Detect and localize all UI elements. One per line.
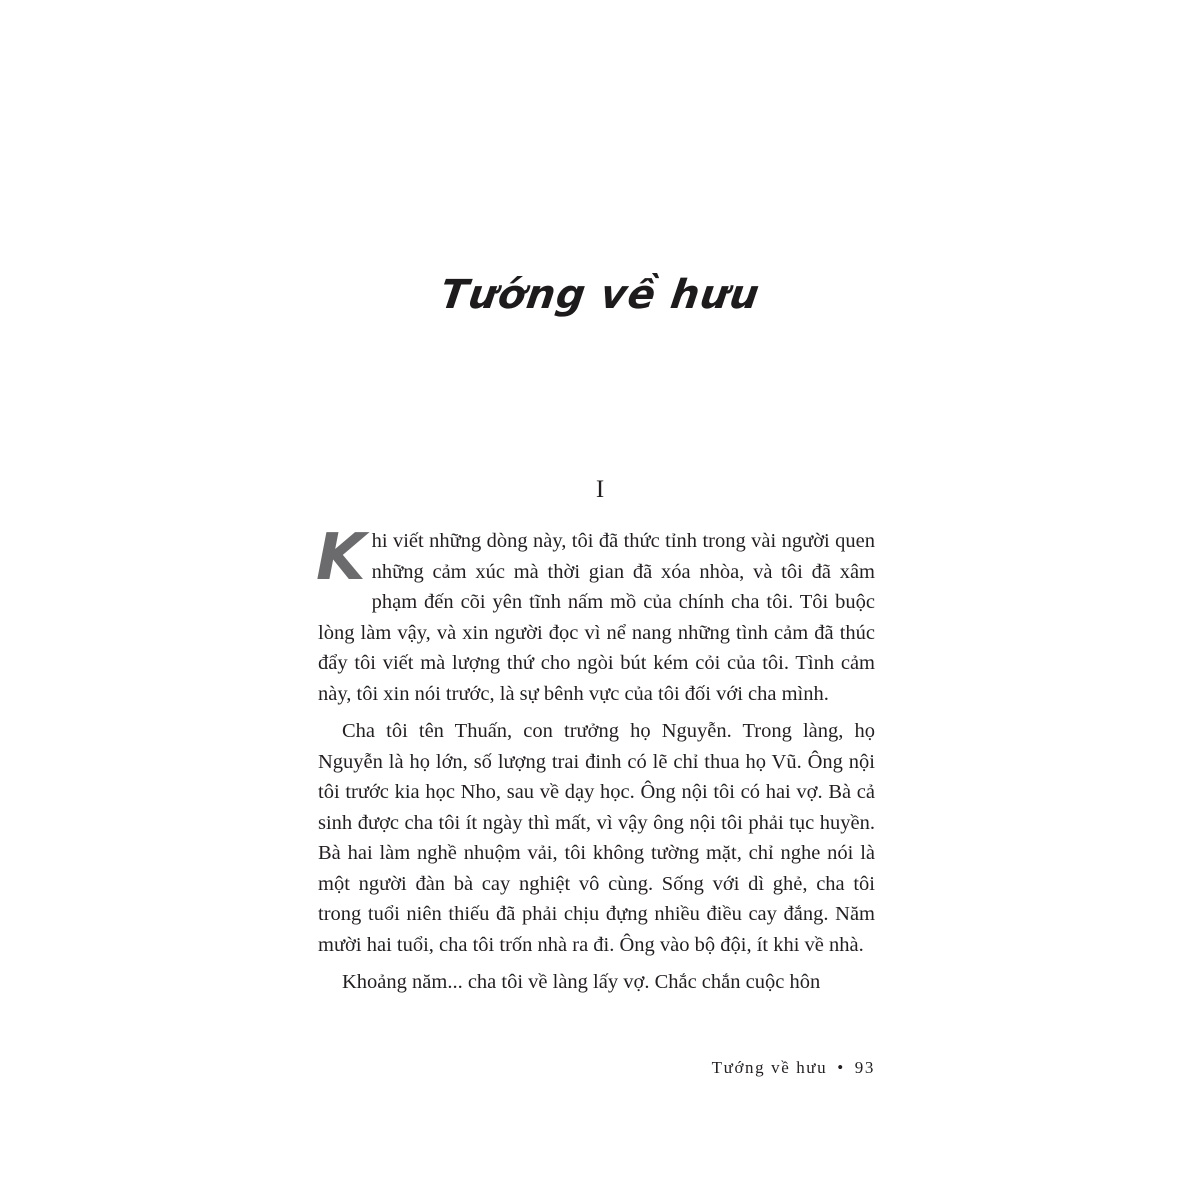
drop-cap: K — [316, 521, 366, 595]
paragraph-2: Cha tôi tên Thuấn, con trưởng họ Nguyễn. Trong làng, họ Nguyễn là họ lớn, số lượng trai đinh có lẽ chỉ thua họ Vũ. Ông nội tôi trước kia học Nho, sau về dạy học. Ông nội tôi có hai vợ. Bà cả sinh được cha tôi ít ngày thì mất, vì vậy ông nội tôi phải tục huyền. Bà hai làm nghề nhuộm vải, tôi không tường mặt, chỉ nghe nói là một người đàn bà cay nghiệt vô cùng. Sống với dì ghẻ, cha tôi trong tuổi niên thiếu đã phải chịu đựng nhiều điều cay đắng. Năm mười hai tuổi, cha tôi trốn nhà ra đi. Ông vào bộ đội, ít khi về nhà. — [318, 720, 875, 956]
chapter-title: Tướng về hưu — [437, 272, 763, 318]
body-text — [316, 521, 875, 1005]
footer-separator: • — [837, 1058, 845, 1077]
running-footer — [712, 1058, 875, 1078]
running-title: Tướng về hưu — [711, 1058, 828, 1077]
section-numeral: I — [595, 476, 605, 503]
paragraph-1 — [316, 521, 875, 709]
paragraph-3: Khoảng năm... cha tôi về làng lấy vợ. Chắc chắn cuộc hôn — [342, 971, 821, 993]
paragraph-1-text: hi viết những dòng này, tôi đã thức tỉnh trong vài người quen những cảm xúc mà thời gian đã xóa nhòa, và tôi đã xâm phạm đến cõi yên tĩnh nấm mồ của chính cha tôi. Tôi buộc lòng làm vậy, và xin người đọc vì nể nang những tình cảm đã thúc đẩy tôi viết mà lượng thứ cho ngòi bút kém cỏi của tôi. Tình cảm này, tôi xin nói trước, là sự bênh vực của tôi đối với cha mình. — [318, 530, 875, 705]
page-number: 93 — [854, 1058, 875, 1077]
